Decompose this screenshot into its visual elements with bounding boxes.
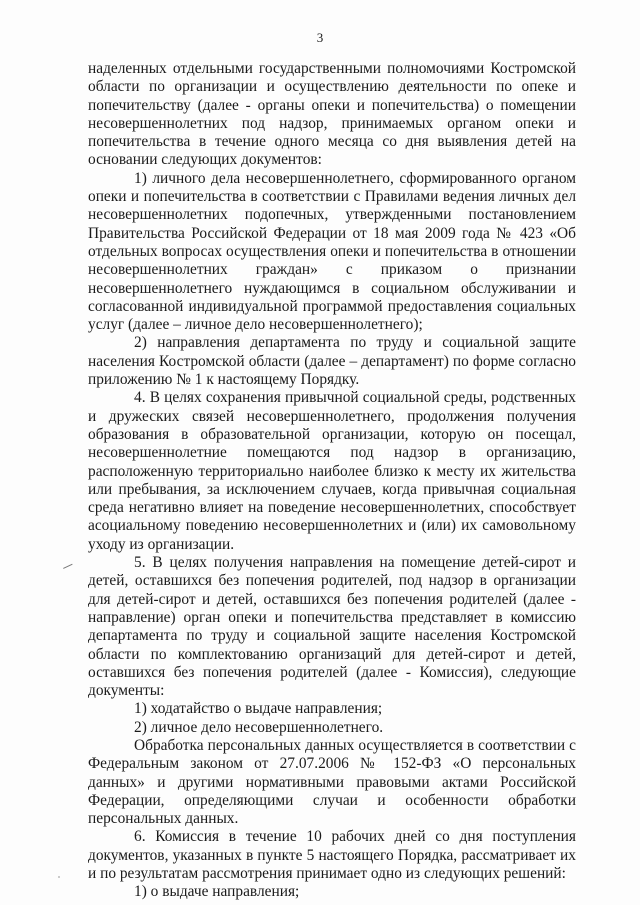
paragraph-item-2-referral: 2) направления департамента по труду и социальной защите населения Костромской области (далее – департамент) по форме согласно приложению № 1 к настоящему Порядку. [88, 334, 576, 389]
paragraph-clause-5-item-1: 1) ходатайство о выдаче направления; [134, 700, 383, 718]
pen-mark [61, 560, 72, 569]
paragraph-clause-6: 6. Комиссия в течение 10 рабочих дней со дня поступления документов, указанных в пункте 5 настоящего Порядка, рассматривает их и по результатам рассмотрения принимает одно из следующих решений: [88, 828, 576, 883]
paragraph-clause-4: 4. В целях сохранения привычной социальной среды, родственных и дружеских связей несовершеннолетнего, продолжения получения образования в образовательной организации, которую он посещал, несовершеннолетние помещаются под надзор в организацию, расположенную территориально наиболее близко к месту их жительства или пребывания, за исключением случаев, когда привычная социальная среда негативно влияет на поведение несовершеннолетних, способствует асоциальному поведению несовершеннолетних и (или) их самовольному уходу из организации. [88, 389, 576, 553]
paragraph-personal-data: Обработка персональных данных осуществляется в соответствии с Федеральным законом от 27.07.2006 № 152-ФЗ «О персональных данных» и другими нормативными правовыми актами Российской Федерации, определяющими случаи и особенности обработки персональных данных. [88, 736, 576, 828]
document-body [88, 60, 576, 902]
paragraph-item-1-personal-file: 1) личного дела несовершеннолетнего, сформированного органом опеки и попечительства в соответствии с Правилами ведения личных дел несовершеннолетних подопечных, утвержденными постановлением Правительства Российской Федерации от 18 мая 2009 года № 423 «Об отдельных вопросах осуществления опеки и попечительства в отношении несовершеннолетних граждан» с приказом о признании несовершеннолетнего нуждающимся в социальном обслуживании и согласованной индивидуальной программой предоставления социальных услуг (далее – личное дело несовершеннолетнего); [88, 169, 576, 334]
paragraph-intro-continuation: наделенных отдельными государственными полномочиями Костромской области по организации и осуществлению деятельности по опеке и попечительству (далее - органы опеки и попечительства) о помещении несовершеннолетних под надзор, принимаемых органом опеки и попечительства в течение одного месяца со дня выявления детей на основании следующих документов: [88, 60, 576, 169]
page-number: 3 [316, 30, 324, 45]
paragraph-clause-5: 5. В целях получения направления на помещение детей-сирот и детей, оставшихся без попечения родителей, под надзор в организации для детей-сирот и детей, оставшихся без попечения родителей (далее - направление) орган опеки и попечительства представляет в комиссию департамента по труду и социальной защите населения Костромской области по комплектованию организаций для детей-сирот и детей, оставшихся без попечения родителей (далее - Комиссия), следующие документы: [88, 554, 576, 700]
paragraph-clause-6-item-1: 1) о выдаче направления; [134, 883, 300, 901]
paragraph-clause-5-item-2: 2) личное дело несовершеннолетнего. [134, 718, 384, 736]
scan-speck [58, 876, 60, 878]
